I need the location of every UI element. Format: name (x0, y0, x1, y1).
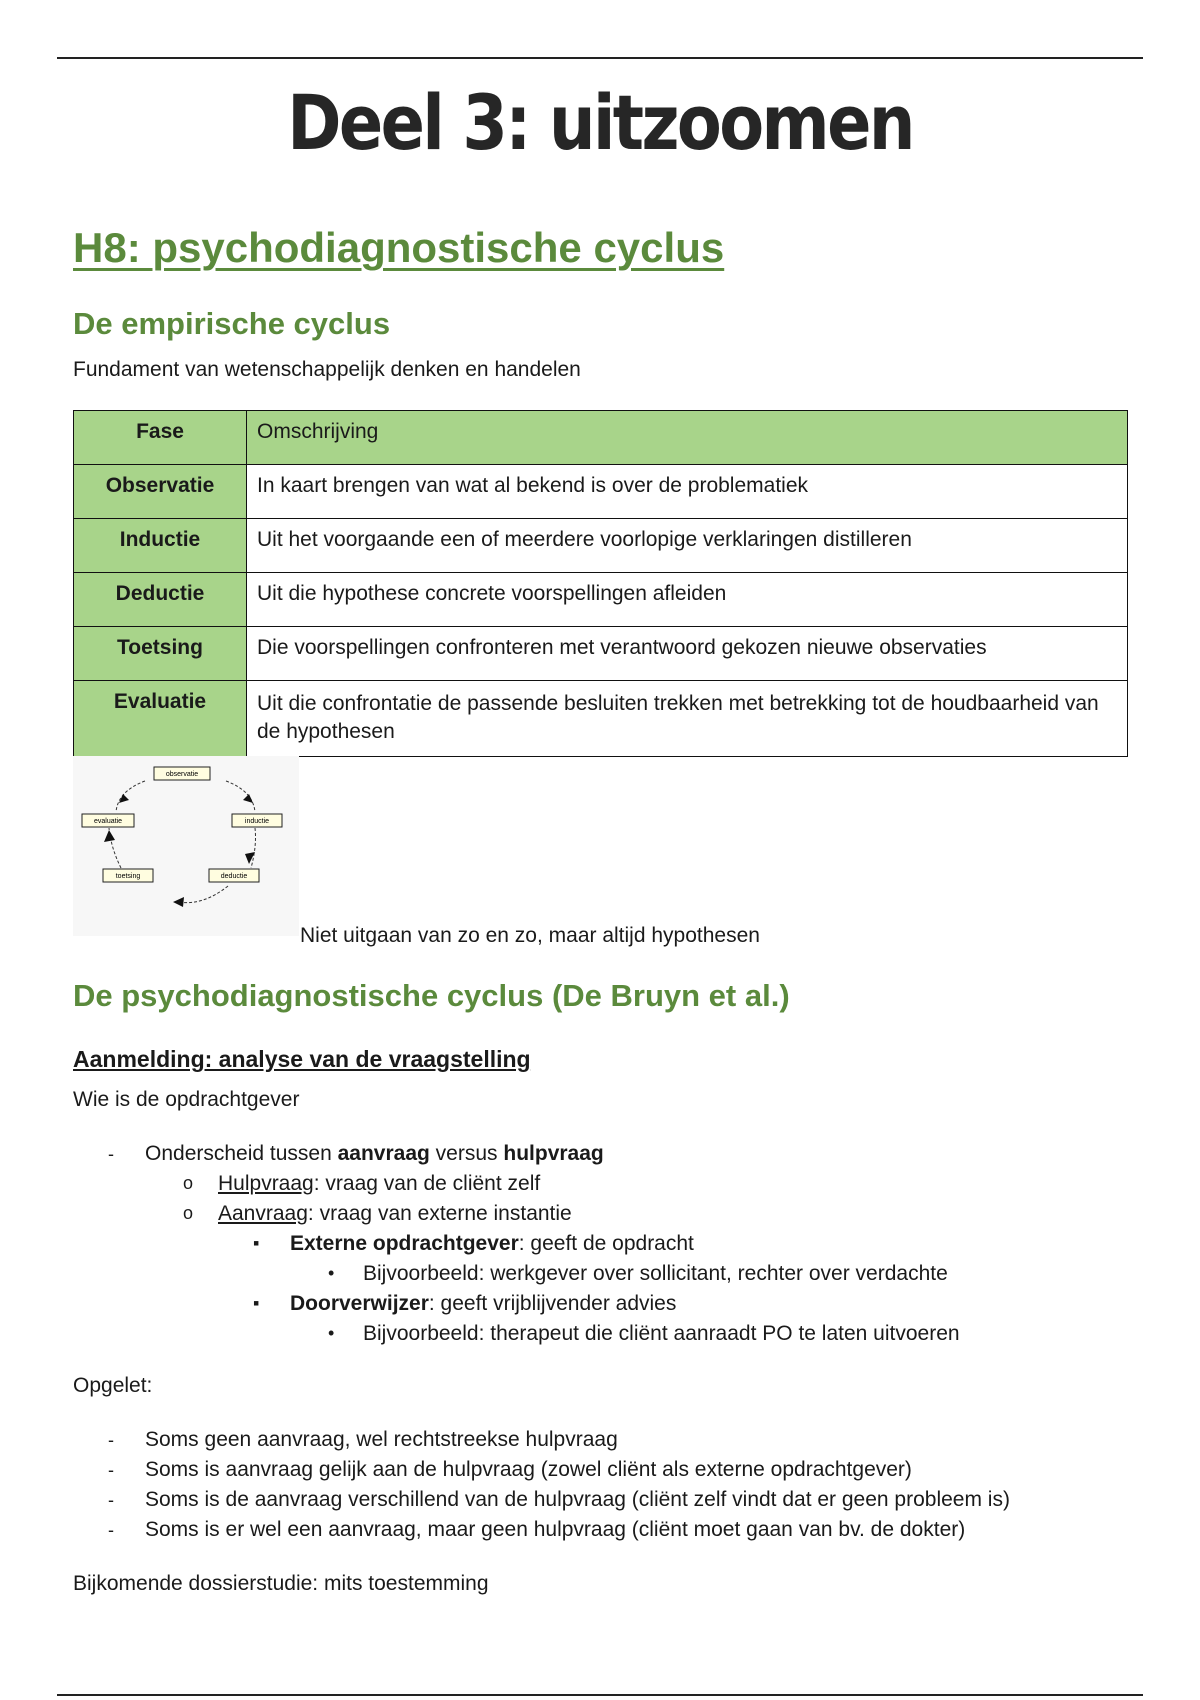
phase-name: Evaluatie (74, 681, 247, 757)
table-row (74, 681, 1128, 757)
list-item: Soms is de aanvraag verschillend van de hulpvraag (cliënt zelf vindt dat er geen probleem is) (145, 1488, 1010, 1511)
table-header-row (74, 411, 1128, 465)
phase-description: Uit die hypothese concrete voorspellingen afleiden (247, 573, 1128, 627)
dot-marker: • (328, 1263, 335, 1283)
cycle-label: inductie (244, 818, 270, 825)
section-title-empirical: De empirische cyclus (73, 306, 391, 341)
phase-table (73, 410, 1128, 757)
cycle-label: toetsing (115, 873, 141, 880)
dash-marker: - (108, 1430, 114, 1450)
phase-description: Uit die confrontatie de passende besluiten trekken met betrekking tot de houdbaarheid van de hypothesen (247, 681, 1128, 757)
phase-description: Uit het voorgaande een of meerdere voorlopige verklaringen distilleren (247, 519, 1128, 573)
dash-marker: - (108, 1144, 114, 1164)
cycle-note: Niet uitgaan van zo en zo, maar altijd hypothesen (300, 924, 760, 947)
dash-marker: - (108, 1490, 114, 1510)
section-title-psychodiagnostic: De psychodiagnostische cyclus (De Bruyn et al.) (73, 978, 790, 1013)
square-marker: ▪ (253, 1233, 260, 1253)
table-row (74, 627, 1128, 681)
square-marker: ▪ (253, 1293, 260, 1313)
phase-name: Inductie (74, 519, 247, 573)
list-item: Aanvraag: vraag van externe instantie (218, 1202, 572, 1225)
list-item: Bijvoorbeeld: therapeut die cliënt aanraadt PO te laten uitvoeren (363, 1322, 960, 1345)
dash-marker: - (108, 1520, 114, 1540)
circle-marker: o (183, 1173, 194, 1193)
opgelet-label: Opgelet: (73, 1374, 153, 1397)
phase-description: In kaart brengen van wat al bekend is over de problematiek (247, 465, 1128, 519)
list-item: Doorverwijzer: geeft vrijblijvender advies (290, 1292, 677, 1315)
dot-marker: • (328, 1323, 335, 1343)
list-item: Bijvoorbeeld: werkgever over sollicitant, rechter over verdachte (363, 1262, 948, 1285)
header-omschrijving: Omschrijving (247, 411, 1128, 465)
cycle-label: evaluatie (93, 818, 123, 825)
dash-marker: - (108, 1460, 114, 1480)
list-item: Hulpvraag: vraag van de cliënt zelf (218, 1172, 541, 1195)
list-item: Soms geen aanvraag, wel rechtstreekse hulpvraag (145, 1428, 618, 1451)
table-row (74, 519, 1128, 573)
part-title: Deel 3: uitzoomen (287, 78, 913, 167)
cycle-label: observatie (165, 771, 199, 778)
table-row (74, 573, 1128, 627)
table-row (74, 465, 1128, 519)
list-item: Onderscheid tussen aanvraag versus hulpvraag (145, 1142, 604, 1165)
cycle-label: deductie (220, 873, 248, 880)
phase-description: Die voorspellingen confronteren met verantwoord gekozen nieuwe observaties (247, 627, 1128, 681)
phase-name: Observatie (74, 465, 247, 519)
empirical-cycle-diagram (73, 756, 299, 936)
list-item: Soms is er wel een aanvraag, maar geen hulpvraag (cliënt moet gaan van bv. de dokter) (145, 1518, 966, 1541)
list-item: Soms is aanvraag gelijk aan de hulpvraag (zowel cliënt als externe opdrachtgever) (145, 1458, 912, 1481)
list-item: Externe opdrachtgever: geeft de opdracht (290, 1232, 694, 1255)
header-fase: Fase (74, 411, 247, 465)
top-rule (57, 57, 1143, 59)
subsection-title: Aanmelding: analyse van de vraagstelling (73, 1046, 531, 1072)
section-intro: Fundament van wetenschappelijk denken en handelen (73, 358, 581, 381)
phase-name: Deductie (74, 573, 247, 627)
closing-note: Bijkomende dossierstudie: mits toestemming (73, 1572, 489, 1595)
chapter-title: H8: psychodiagnostische cyclus (73, 224, 725, 271)
client-question: Wie is de opdrachtgever (73, 1088, 300, 1111)
phase-name: Toetsing (74, 627, 247, 681)
bottom-rule (57, 1694, 1143, 1696)
circle-marker: o (183, 1203, 194, 1223)
